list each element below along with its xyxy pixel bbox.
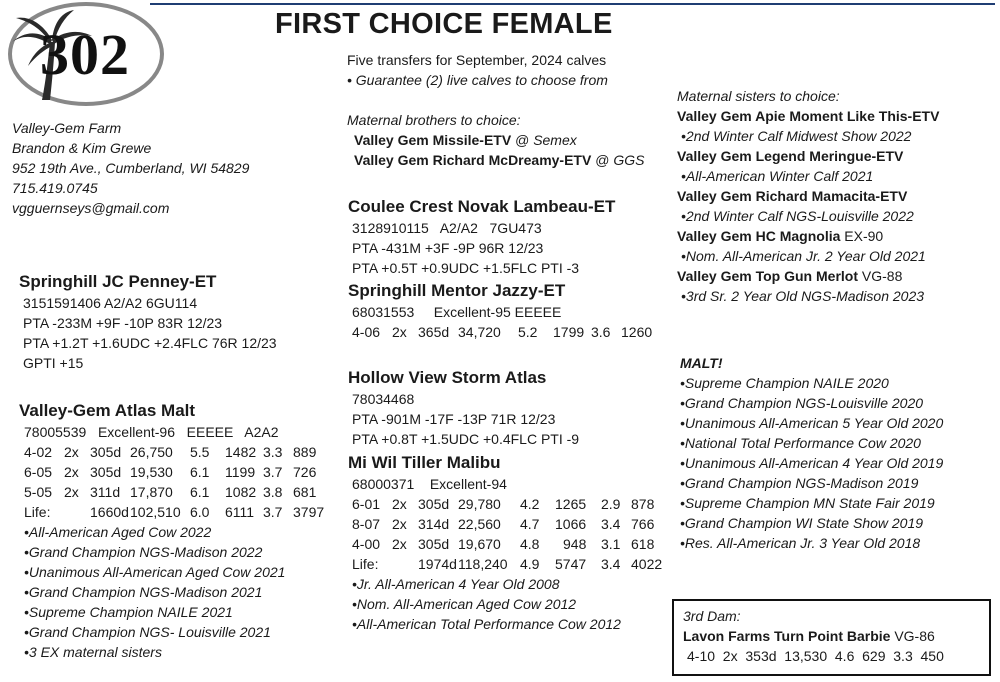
consignor-address: 952 19th Ave., Cumberland, WI 54829 [12, 160, 250, 176]
sire-name: Springhill JC Penney-ET [19, 272, 217, 291]
maternal-sisters [677, 86, 939, 306]
malt-award: •Unanimous All-American 4 Year Old 2019 [680, 455, 944, 471]
sister-name: Valley Gem Apie Moment Like This-ETV [677, 108, 940, 124]
sire-line: 3151591406 A2/A2 6GU114 [23, 295, 198, 311]
mgs-line: PTA -431M +3F -9P 96R 12/23 [352, 240, 544, 256]
malibu-award: •Nom. All-American Aged Cow 2012 [352, 596, 577, 612]
dam-award: •3 EX maternal sisters [24, 644, 162, 660]
malibu-name: Mi Wil Tiller Malibu [348, 453, 501, 472]
intro-line: Five transfers for September, 2024 calves [347, 52, 607, 68]
sister-name: Valley Gem Legend Meringue-ETV [677, 148, 904, 164]
malibu-record: 6-01 2x 305d 29,780 4.2 1265 2.9 878 [352, 496, 655, 512]
sire-line: PTA +1.2T +1.6UDC +2.4FLC 76R 12/23 [23, 335, 277, 351]
top-rule [150, 3, 995, 5]
sister-award: •Nom. All-American Jr. 2 Year Old 2021 [681, 248, 926, 264]
mgs-block [348, 196, 615, 278]
malibu-award: •All-American Total Performance Cow 2012 [352, 616, 621, 632]
dam-award: •Grand Champion NGS-Madison 2021 [24, 584, 263, 600]
second-dam-name: Springhill Mentor Jazzy-ET [348, 281, 566, 300]
malt-award: •Supreme Champion MN State Fair 2019 [680, 495, 935, 511]
sister-name: Valley Gem Richard Mamacita-ETV [677, 188, 908, 204]
consignor-email[interactable]: vgguernseys@gmail.com [12, 200, 170, 216]
malt-award: •Supreme Champion NAILE 2020 [680, 375, 889, 391]
malt-award: •Unanimous All-American 5 Year Old 2020 [680, 415, 944, 431]
dam-name: Valley-Gem Atlas Malt [19, 401, 196, 420]
malibu-lifetime: Life: 1974d 118,240 4.9 5747 3.4 4022 [352, 556, 663, 572]
malt-award: •Grand Champion WI State Show 2019 [680, 515, 924, 531]
maternal-sisters-heading: Maternal sisters to choice: [677, 88, 840, 104]
third-dam-record: 4-10 2x 353d 13,530 4.6 629 3.3 450 [687, 648, 944, 664]
dam-block [19, 400, 333, 662]
sister-award: •All-American Winter Calf 2021 [681, 168, 874, 184]
sister-award: •3rd Sr. 2 Year Old NGS-Madison 2023 [681, 288, 925, 304]
consignor-names: Brandon & Kim Grewe [12, 140, 152, 156]
maternal-brothers-heading: Maternal brothers to choice: [347, 112, 521, 128]
sister-award: •2nd Winter Calf NGS-Louisville 2022 [681, 208, 914, 224]
second-dam-id-line: 68031553 Excellent-95 EEEEE [352, 304, 562, 320]
second-dam-block [348, 280, 661, 342]
sister-name: Valley Gem HC Magnolia EX-90 [677, 228, 884, 244]
third-dam-name: Lavon Farms Turn Point Barbie VG-86 [683, 628, 935, 644]
malt-heading: MALT! [680, 355, 723, 371]
dam-award: •All-American Aged Cow 2022 [24, 524, 212, 540]
malibu-record: 8-07 2x 314d 22,560 4.7 1066 3.4 766 [352, 516, 655, 532]
malt-block [680, 353, 943, 553]
dam-record: 5-05 2x 311d 17,870 6.1 1082 3.8 681 [24, 484, 317, 500]
mggs-line: PTA -901M -17F -13P 71R 12/23 [352, 411, 556, 427]
dam-record: 6-05 2x 305d 19,530 6.1 1199 3.7 726 [24, 464, 317, 480]
consignor-farm: Valley-Gem Farm [12, 120, 122, 136]
mgs-line: PTA +0.5T +0.9UDC +1.5FLC PTI -3 [352, 260, 580, 276]
brother-item: Valley Gem Richard McDreamy-ETV @ GGS [354, 152, 645, 168]
malt-award: •Grand Champion NGS-Madison 2019 [680, 475, 919, 491]
dam-award: •Grand Champion NGS- Louisville 2021 [24, 624, 271, 640]
page-title: FIRST CHOICE FEMALE [275, 8, 613, 40]
mggs-line: 78034468 [352, 391, 415, 407]
sire-block [19, 271, 277, 373]
sister-award: •2nd Winter Calf Midwest Show 2022 [681, 128, 912, 144]
dam-award: •Unanimous All-American Aged Cow 2021 [24, 564, 286, 580]
mggs-line: PTA +0.8T +1.5UDC +0.4FLC PTI -9 [352, 431, 580, 447]
dam-award: •Grand Champion NGS-Madison 2022 [24, 544, 263, 560]
mggs-name: Hollow View Storm Atlas [348, 368, 547, 387]
malt-award: •Res. All-American Jr. 3 Year Old 2018 [680, 535, 921, 551]
sire-line: GPTI +15 [23, 355, 84, 371]
malibu-block [348, 452, 671, 634]
malt-award: •Grand Champion NGS-Louisville 2020 [680, 395, 924, 411]
consignor-phone: 715.419.0745 [12, 180, 98, 196]
lot-number: 302 [40, 22, 130, 87]
malibu-id-line: 68000371 Excellent-94 [352, 476, 507, 492]
maternal-brothers [347, 110, 644, 170]
third-dam-heading: 3rd Dam: [683, 608, 741, 624]
consignor-block [12, 118, 249, 218]
sire-line: PTA -233M +9F -10P 83R 12/23 [23, 315, 223, 331]
second-dam-record: 4-06 2x 365d 34,720 5.2 1799 3.6 1260 [352, 324, 653, 340]
brother-item: Valley Gem Missile-ETV @ Semex [354, 132, 577, 148]
third-dam-box [672, 599, 991, 676]
dam-lifetime: Life: 1660d 102,510 6.0 6111 3.7 3797 [24, 504, 325, 520]
mgs-line: 3128910115 A2/A2 7GU473 [352, 220, 542, 236]
intro-guarantee: • Guarantee (2) live calves to choose from [347, 72, 608, 88]
dam-id-line: 78005539 Excellent-96 EEEEE A2A2 [24, 424, 279, 440]
mgs-name: Coulee Crest Novak Lambeau-ET [348, 197, 616, 216]
dam-record: 4-02 2x 305d 26,750 5.5 1482 3.3 889 [24, 444, 317, 460]
mggs-block [348, 367, 579, 449]
malibu-award: •Jr. All-American 4 Year Old 2008 [352, 576, 560, 592]
sister-name: Valley Gem Top Gun Merlot VG-88 [677, 268, 903, 284]
malibu-record: 4-00 2x 305d 19,670 4.8 948 3.1 618 [352, 536, 655, 552]
dam-award: •Supreme Champion NAILE 2021 [24, 604, 233, 620]
malt-award: •National Total Performance Cow 2020 [680, 435, 921, 451]
